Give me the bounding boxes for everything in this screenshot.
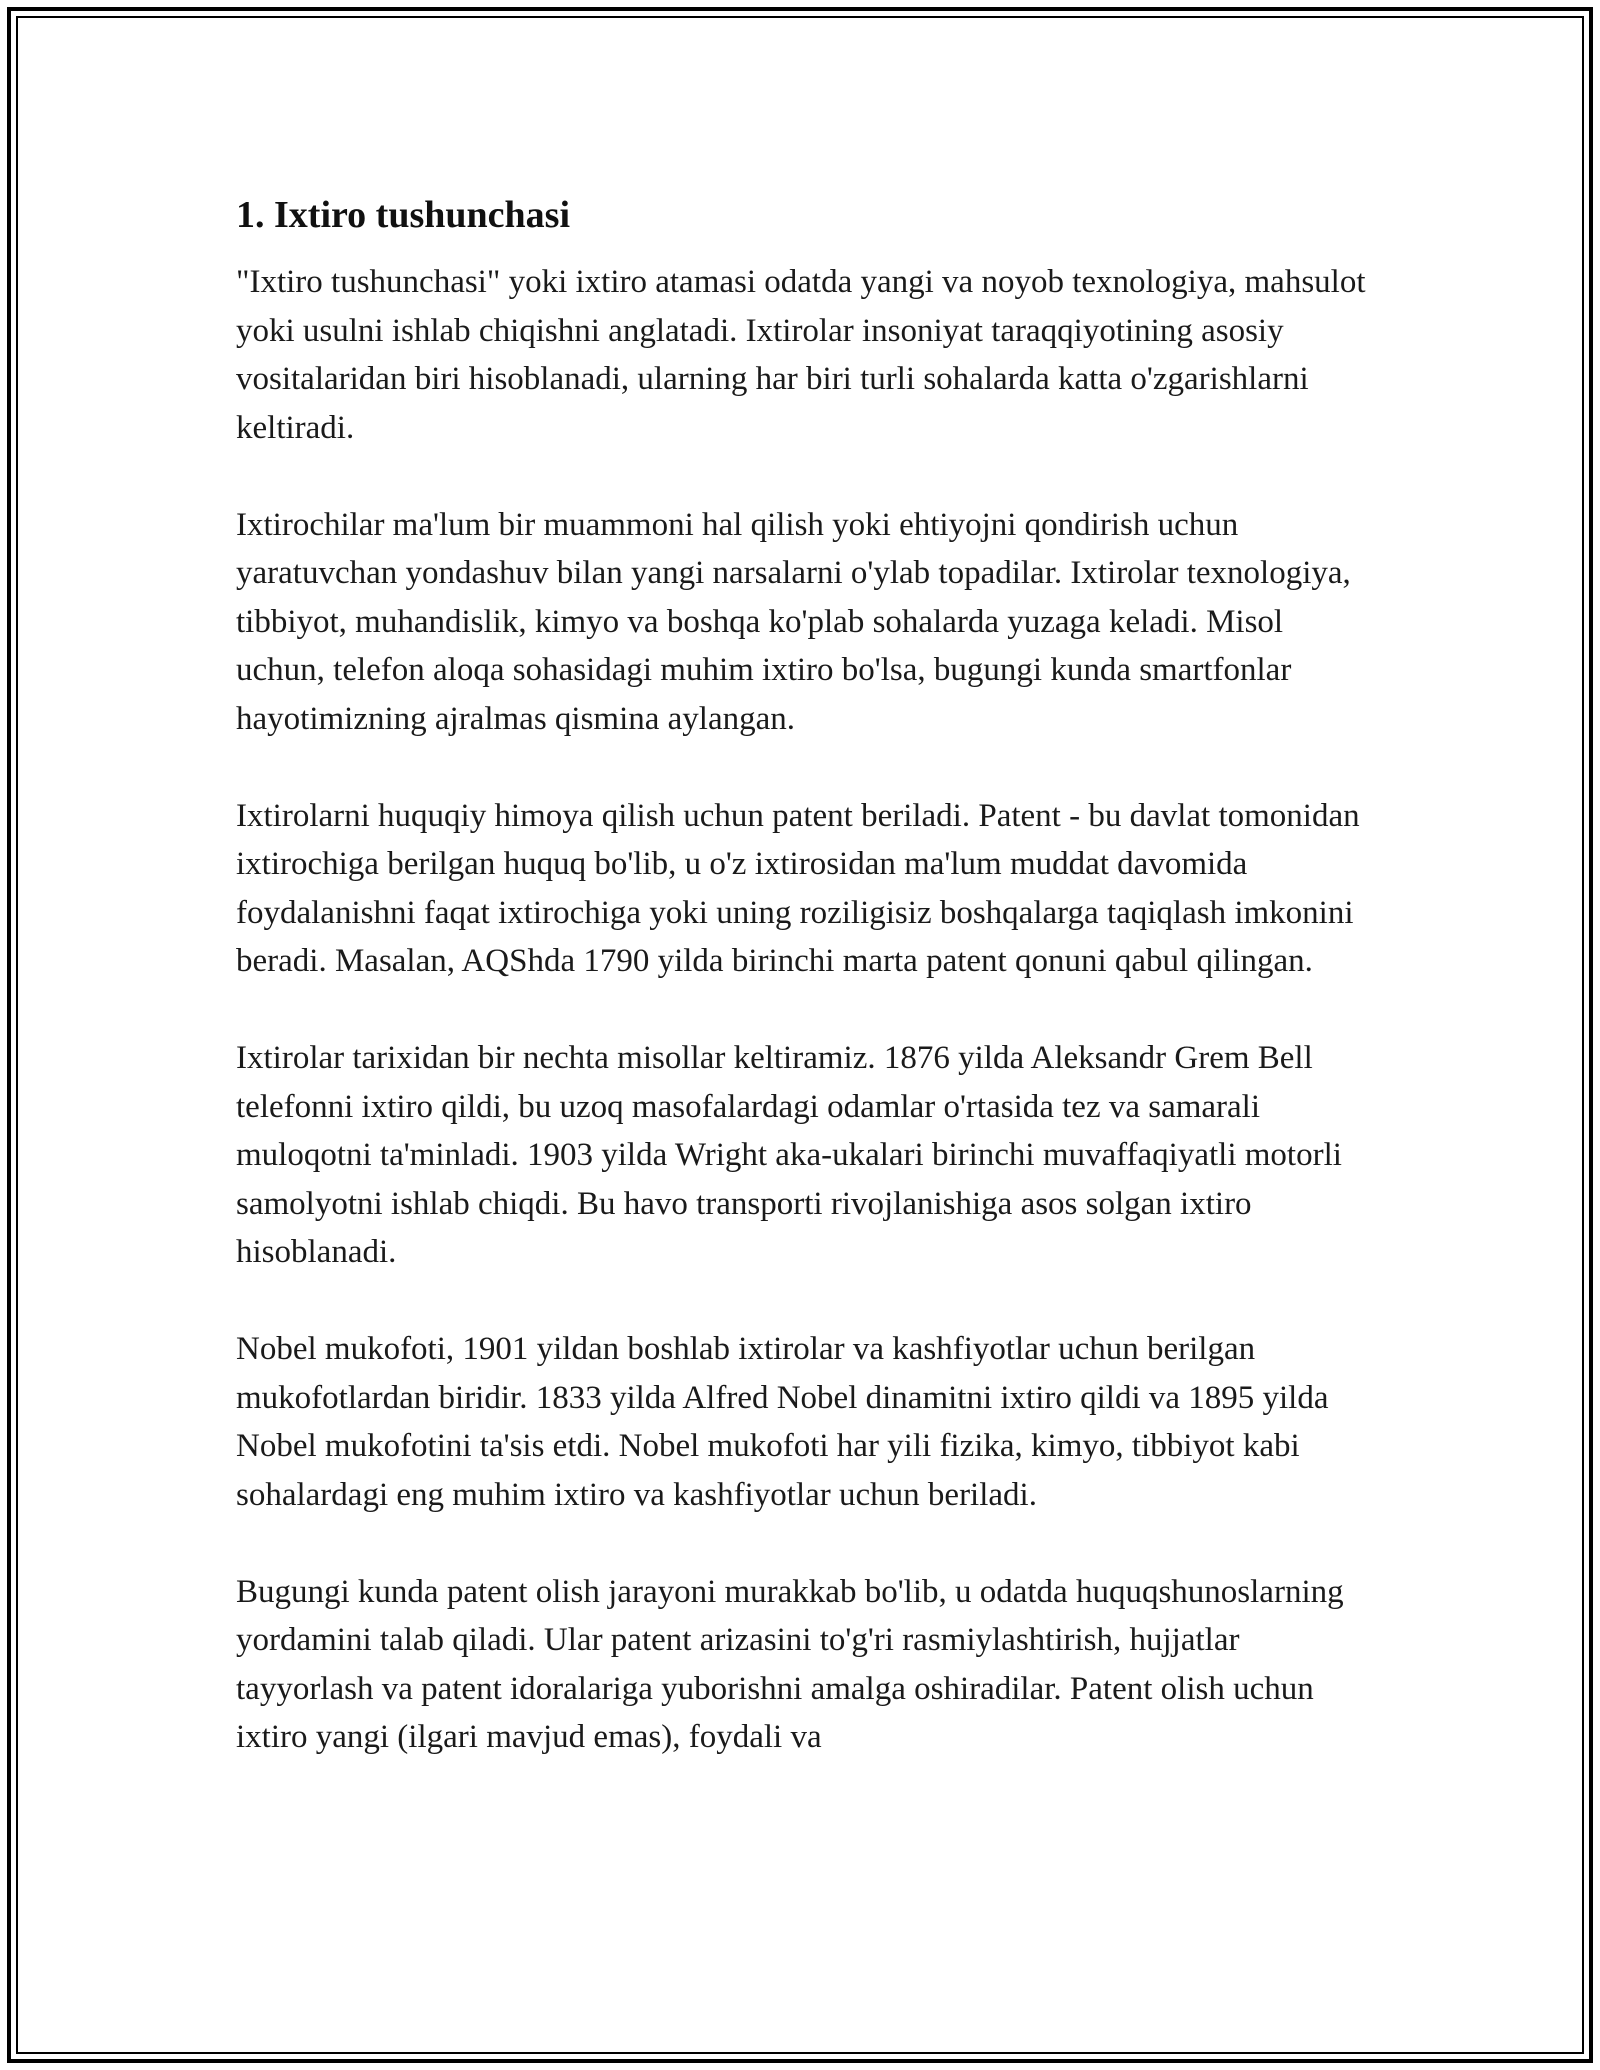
section-heading: 1. Ixtiro tushunchasi [236, 194, 571, 236]
paragraph-patent: Ixtirolarni huquqiy himoya qilish uchun patent beriladi. Patent - bu davlat tomonidan ixtirochiga berilgan huquq bo'lib, u o'z ixtirosidan ma'lum muddat davomida foydalanishni faqat ixtirochiga yoki uning roziligisiz boshqalarga taqiqlash imkonini beradi. Masalan, AQShda 1790 yilda birinchi marta patent qonuni qabul qilingan. [236, 797, 1360, 979]
paragraph-nobel: Nobel mukofoti, 1901 yildan boshlab ixtirolar va kashfiyotlar uchun berilgan mukofotlardan biridir. 1833 yilda Alfred Nobel dinamitni ixtiro qildi va 1895 yilda Nobel mukofotini ta'sis etdi. Nobel mukofoti har yili fizika, kimyo, tibbiyot kabi sohalardagi eng muhim ixtiro va kashfiyotlar uchun beriladi. [236, 1331, 1329, 1513]
document-body [236, 185, 1376, 1810]
paragraph-patent-process: Bugungi kunda patent olish jarayoni murakkab bo'lib, u odatda huquqshunoslarning yordamini talab qiladi. Ular patent arizasini to'g'ri rasmiylashtirish, hujjatlar tayyorlash va patent idoralariga yuborishni amalga oshiradilar. Patent olish uchun ixtiro yangi (ilgari mavjud emas), foydali va [236, 1573, 1344, 1755]
paragraph-definition: "Ixtiro tushunchasi" yoki ixtiro atamasi odatda yangi va noyob texnologiya, mahsulot yoki usulni ishlab chiqishni anglatadi. Ixtirolar insoniyat taraqqiyotining asosiy vositalaridan biri hisoblanadi, ularning har biri turli sohalarda katta o'zgarishlarni keltiradi. [236, 264, 1366, 446]
paragraph-inventors: Ixtirochilar ma'lum bir muammoni hal qilish yoki ehtiyojni qondirish uchun yaratuvchan yondashuv bilan yangi narsalarni o'ylab topadilar. Ixtirolar texnologiya, tibbiyot, muhandislik, kimyo va boshqa ko'plab sohalarda yuzaga keladi. Misol uchun, telefon aloqa sohasidagi muhim ixtiro bo'lsa, bugungi kunda smartfonlar hayotimizning ajralmas qismina aylangan. [236, 506, 1351, 737]
paragraph-history: Ixtirolar tarixidan bir nechta misollar keltiramiz. 1876 yilda Aleksandr Grem Bell telefonni ixtiro qildi, bu uzoq masofalardagi odamlar o'rtasida tez va samarali muloqotni ta'minladi. 1903 yilda Wright aka-ukalari birinchi muvaffaqiyatli motorli samolyotni ishlab chiqdi. Bu havo transporti rivojlanishiga asos solgan ixtiro hisoblanadi. [236, 1040, 1342, 1270]
